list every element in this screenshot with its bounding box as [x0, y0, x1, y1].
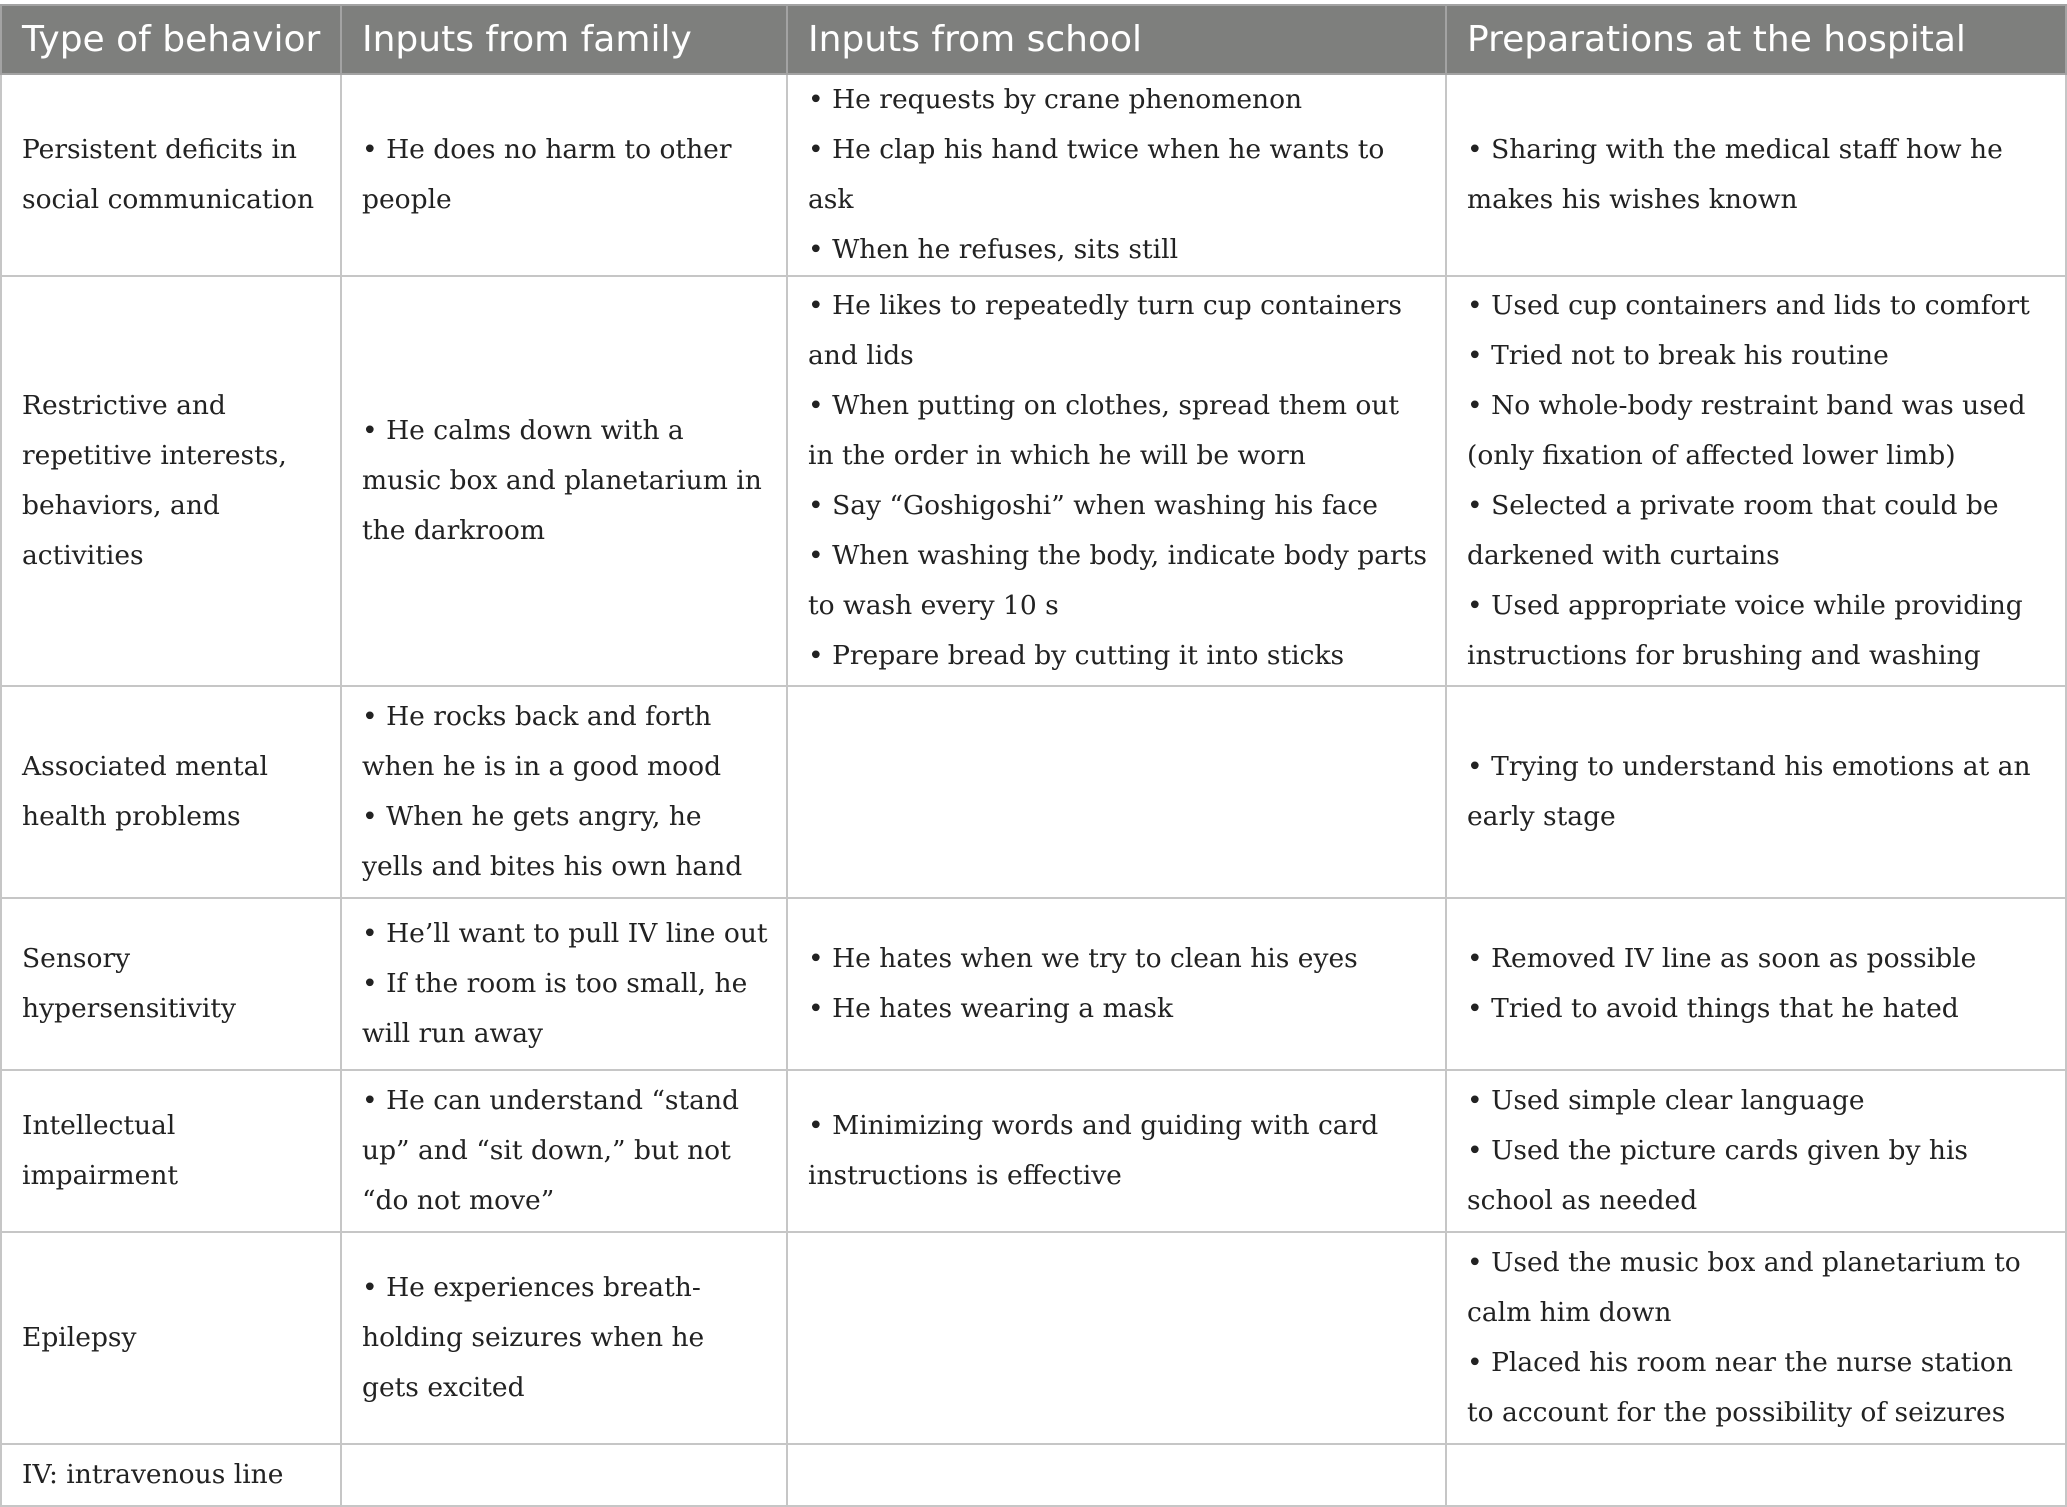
- family-cell: [341, 276, 787, 686]
- hospital-cell: [1446, 74, 2066, 276]
- bullet-item: • He clap his hand twice when he wants to ask: [808, 125, 1427, 225]
- family-cell: [341, 1070, 787, 1232]
- empty-cell: [787, 1444, 1446, 1506]
- hospital-cell: [1446, 1232, 2066, 1444]
- behavior-type-cell: Associated mental health problems: [1, 686, 341, 898]
- empty-cell: [1446, 1444, 2066, 1506]
- bullet-item: • Removed IV line as soon as possible: [1467, 934, 2047, 984]
- behavior-type-cell: Persistent deficits in social communication: [1, 74, 341, 276]
- bullet-item: • Placed his room near the nurse station to account for the possibility of seizures: [1467, 1338, 2047, 1438]
- bullet-item: • When he refuses, sits still: [808, 225, 1427, 275]
- table-row: [1, 898, 2066, 1070]
- hospital-cell: [1446, 1070, 2066, 1232]
- bullet-item: • If the room is too small, he will run away: [362, 959, 768, 1059]
- behavior-type-cell: Intellectual impairment: [1, 1070, 341, 1232]
- bullet-item: • No whole-body restraint band was used (only fixation of affected lower limb): [1467, 381, 2047, 481]
- bullet-item: • Used cup containers and lids to comfort: [1467, 281, 2047, 331]
- bullet-item: • He hates when we try to clean his eyes: [808, 934, 1427, 984]
- bullet-item: • When he gets angry, he yells and bites his own hand: [362, 792, 768, 892]
- behavior-table: [0, 4, 2067, 1507]
- header-inputs-from-family: Inputs from family: [341, 5, 787, 74]
- bullet-item: • Prepare bread by cutting it into sticks: [808, 631, 1427, 681]
- school-cell: [787, 74, 1446, 276]
- hospital-cell: [1446, 276, 2066, 686]
- bullet-item: • He does no harm to other people: [362, 125, 768, 225]
- table-row: [1, 74, 2066, 276]
- header-type-of-behavior: Type of behavior: [1, 5, 341, 74]
- header-inputs-from-school: Inputs from school: [787, 5, 1446, 74]
- school-cell: [787, 276, 1446, 686]
- bullet-item: • Used simple clear language: [1467, 1076, 2047, 1126]
- hospital-cell: [1446, 898, 2066, 1070]
- school-cell: [787, 898, 1446, 1070]
- bullet-item: • Used the picture cards given by his school as needed: [1467, 1126, 2047, 1226]
- bullet-item: • Tried not to break his routine: [1467, 331, 2047, 381]
- behavior-type-cell: Restrictive and repetitive interests, behaviors, and activities: [1, 276, 341, 686]
- hospital-cell: [1446, 686, 2066, 898]
- school-cell: [787, 686, 1446, 898]
- bullet-item: • Used the music box and planetarium to calm him down: [1467, 1238, 2047, 1338]
- family-cell: [341, 1232, 787, 1444]
- bullet-item: • Trying to understand his emotions at an early stage: [1467, 742, 2047, 842]
- behavior-type-cell: Epilepsy: [1, 1232, 341, 1444]
- bullet-item: • When putting on clothes, spread them out in the order in which he will be worn: [808, 381, 1427, 481]
- bullet-item: • He experiences breath-holding seizures when he gets excited: [362, 1263, 768, 1413]
- school-cell: [787, 1070, 1446, 1232]
- footnote-row: [1, 1444, 2066, 1506]
- school-cell: [787, 1232, 1446, 1444]
- footnote: IV: intravenous line: [1, 1444, 341, 1506]
- family-cell: [341, 686, 787, 898]
- header-row: [1, 5, 2066, 74]
- bullet-item: • Tried to avoid things that he hated: [1467, 984, 2047, 1034]
- bullet-item: • He hates wearing a mask: [808, 984, 1427, 1034]
- bullet-item: • He likes to repeatedly turn cup containers and lids: [808, 281, 1427, 381]
- table-row: [1, 276, 2066, 686]
- bullet-item: • When washing the body, indicate body parts to wash every 10 s: [808, 531, 1427, 631]
- table-row: [1, 1232, 2066, 1444]
- bullet-item: • Used appropriate voice while providing instructions for brushing and washing: [1467, 581, 2047, 681]
- bullet-item: • He’ll want to pull IV line out: [362, 909, 768, 959]
- family-cell: [341, 74, 787, 276]
- bullet-item: • Selected a private room that could be darkened with curtains: [1467, 481, 2047, 581]
- bullet-item: • Minimizing words and guiding with card instructions is effective: [808, 1101, 1427, 1201]
- header-preparations-at-hospital: Preparations at the hospital: [1446, 5, 2066, 74]
- bullet-item: • Sharing with the medical staff how he makes his wishes known: [1467, 125, 2047, 225]
- bullet-item: • He calms down with a music box and planetarium in the darkroom: [362, 406, 768, 556]
- bullet-item: • He requests by crane phenomenon: [808, 75, 1427, 125]
- bullet-item: • Say “Goshigoshi” when washing his face: [808, 481, 1427, 531]
- table-row: [1, 686, 2066, 898]
- bullet-item: • He rocks back and forth when he is in a good mood: [362, 692, 768, 792]
- behavior-type-cell: Sensory hypersensitivity: [1, 898, 341, 1070]
- table-row: [1, 1070, 2066, 1232]
- empty-cell: [341, 1444, 787, 1506]
- bullet-item: • He can understand “stand up” and “sit down,” but not “do not move”: [362, 1076, 768, 1226]
- family-cell: [341, 898, 787, 1070]
